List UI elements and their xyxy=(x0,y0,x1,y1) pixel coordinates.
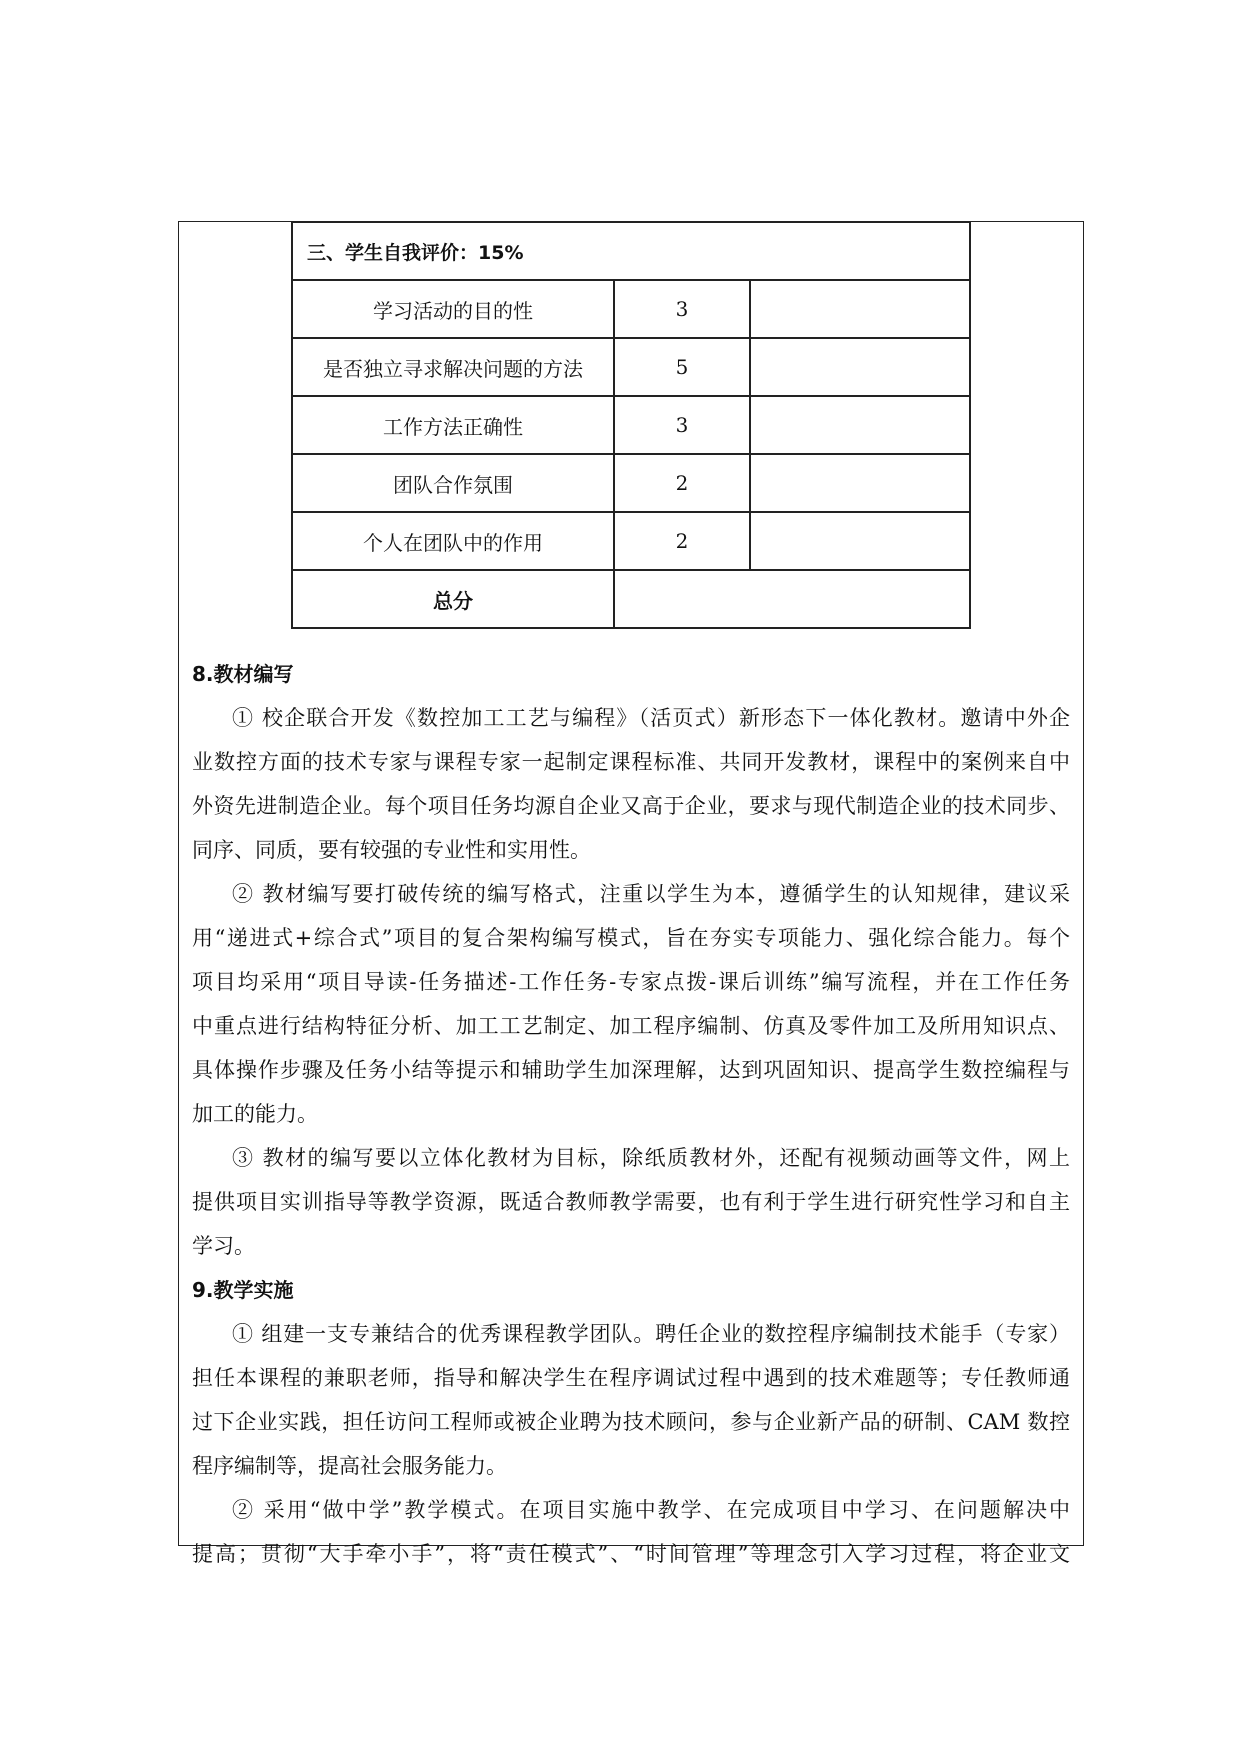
text-line: ① 组建一支专兼结合的优秀课程教学团队。聘任企业的数控程序编制技术能手（专家） xyxy=(232,1322,1070,1346)
document-body xyxy=(192,652,1070,1576)
self-evaluation-table xyxy=(291,221,971,629)
self-score-cell[interactable] xyxy=(750,280,970,338)
paragraph xyxy=(192,1136,1070,1268)
section-heading: 8.教材编写 xyxy=(192,662,294,686)
paragraph xyxy=(192,1312,1070,1488)
table-header-row xyxy=(292,222,970,280)
text-line: 具体操作步骤及任务小结等提示和辅助学生加深理解，达到巩固知识、提高学生数控编程与 xyxy=(192,1058,1070,1082)
text-line: 程序编制等，提高社会服务能力。 xyxy=(192,1454,507,1478)
text-line: 外资先进制造企业。每个项目任务均源自企业又高于企业，要求与现代制造企业的技术同步、 xyxy=(192,794,1070,818)
score-cell: 5 xyxy=(614,338,750,396)
table-row xyxy=(292,338,970,396)
table-row xyxy=(292,396,970,454)
table-header: 三、学生自我评价：15% xyxy=(292,222,970,280)
criterion-cell: 工作方法正确性 xyxy=(292,396,614,454)
table-total-row xyxy=(292,570,970,628)
text-line: 项目均采用“项目导读-任务描述-工作任务-专家点拨-课后训练”编写流程，并在工作任务 xyxy=(192,970,1070,994)
text-line: ① 校企联合开发《数控加工工艺与编程》（活页式）新形态下一体化教材。邀请中外企 xyxy=(232,706,1070,730)
text-line: 过下企业实践，担任访问工程师或被企业聘为技术顾问，参与企业新产品的研制、CAM 数控 xyxy=(192,1410,1070,1434)
score-cell: 2 xyxy=(614,454,750,512)
self-score-cell[interactable] xyxy=(750,512,970,570)
text-line: 学习。 xyxy=(192,1234,255,1258)
paragraph xyxy=(192,872,1070,1136)
total-label: 总分 xyxy=(292,570,614,628)
text-line: 中重点进行结构特征分析、加工工艺制定、加工程序编制、仿真及零件加工及所用知识点、 xyxy=(192,1014,1070,1038)
text-line: 业数控方面的技术专家与课程专家一起制定课程标准、共同开发教材，课程中的案例来自中 xyxy=(192,750,1070,774)
section-heading: 9.教学实施 xyxy=(192,1278,294,1302)
self-score-cell[interactable] xyxy=(750,454,970,512)
text-line: 加工的能力。 xyxy=(192,1102,318,1126)
self-score-cell[interactable] xyxy=(750,396,970,454)
text-line: 提供项目实训指导等教学资源，既适合教师教学需要，也有利于学生进行研究性学习和自主 xyxy=(192,1190,1070,1214)
text-line: 同序、同质，要有较强的专业性和实用性。 xyxy=(192,838,591,862)
text-line: ② 教材编写要打破传统的编写格式，注重以学生为本，遵循学生的认知规律，建议采 xyxy=(232,882,1070,906)
criterion-cell: 团队合作氛围 xyxy=(292,454,614,512)
text-line: 提高；贯彻“大手牵小手”，将“责任模式”、“时间管理”等理念引入学习过程，将企业文 xyxy=(192,1542,1070,1566)
score-cell: 3 xyxy=(614,396,750,454)
score-cell: 3 xyxy=(614,280,750,338)
text-line: 用“递进式+综合式”项目的复合架构编写模式，旨在夯实专项能力、强化综合能力。每个 xyxy=(192,926,1070,950)
table-row xyxy=(292,280,970,338)
table-row xyxy=(292,512,970,570)
paragraph xyxy=(192,1488,1070,1576)
table-row xyxy=(292,454,970,512)
total-value-cell[interactable] xyxy=(614,570,970,628)
text-line: ③ 教材的编写要以立体化教材为目标，除纸质教材外，还配有视频动画等文件，网上 xyxy=(232,1146,1070,1170)
criterion-cell: 是否独立寻求解决问题的方法 xyxy=(292,338,614,396)
paragraph xyxy=(192,696,1070,872)
criterion-cell: 个人在团队中的作用 xyxy=(292,512,614,570)
criterion-cell: 学习活动的目的性 xyxy=(292,280,614,338)
text-line: 担任本课程的兼职老师，指导和解决学生在程序调试过程中遇到的技术难题等；专任教师通 xyxy=(192,1366,1070,1390)
score-cell: 2 xyxy=(614,512,750,570)
self-score-cell[interactable] xyxy=(750,338,970,396)
text-line: ② 采用“做中学”教学模式。在项目实施中教学、在完成项目中学习、在问题解决中 xyxy=(232,1498,1070,1522)
